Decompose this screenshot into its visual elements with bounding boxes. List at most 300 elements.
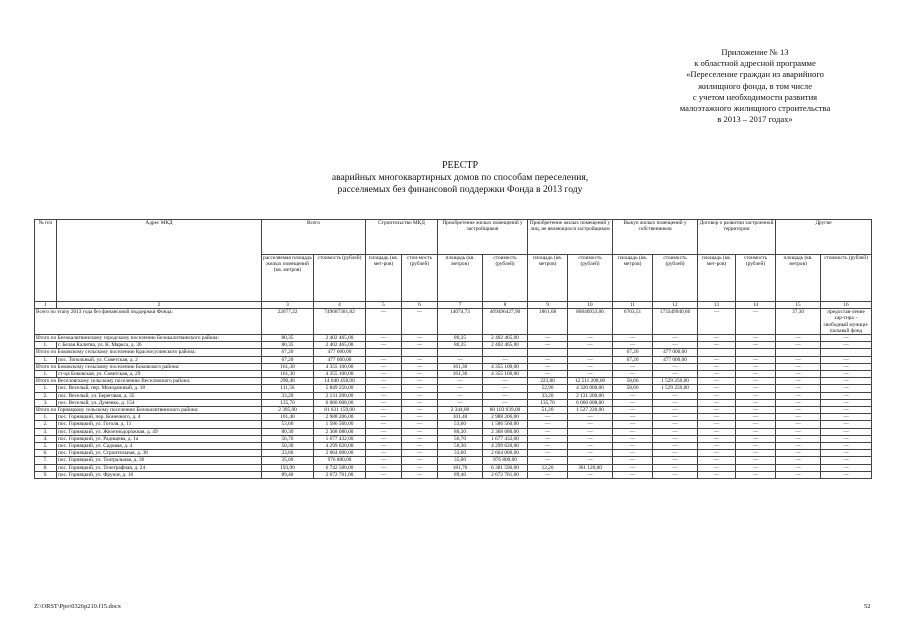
table-cell: — [776, 385, 821, 392]
sub-header: площадь (кв. мет-ров) [698, 255, 736, 302]
registry-table [34, 219, 872, 479]
table-cell: — [402, 457, 438, 464]
table-cell: 1 586 560,00 [314, 421, 366, 428]
table-cell: 361 120,00 [568, 464, 613, 471]
table-cell: 33,20 [262, 392, 314, 399]
table-cell: — [366, 428, 402, 435]
table-cell [438, 349, 483, 356]
table-body [35, 309, 872, 479]
table-cell: — [483, 399, 528, 406]
appendix-line: с учетом необходимости развития [692, 91, 818, 102]
table-cell: 2 664 000,00 [314, 450, 366, 457]
table-cell: 58,66 [613, 385, 653, 392]
table-cell: 161,30 [438, 363, 483, 370]
col-number: 7 [438, 302, 483, 309]
table-cell: — [698, 378, 736, 385]
table-cell: 2 672 761,00 [483, 471, 528, 478]
table-cell: — [402, 309, 438, 335]
table-cell: — [821, 378, 872, 385]
table-cell: 2 402 465,00 [483, 335, 528, 342]
table-cell: предостав-ление хар-тира – свободный муници-пальный фонд [821, 309, 872, 335]
table-cell: 53,60 [262, 421, 314, 428]
col-number: 1 [35, 302, 57, 309]
table-row [35, 399, 872, 406]
table-cell: — [653, 392, 698, 399]
row-label: Итого по Веселовскому сельскому поселению Веселовского района: [35, 378, 262, 385]
table-cell [402, 349, 438, 356]
appendix-block [640, 47, 870, 125]
table-cell: — [698, 309, 736, 335]
table-cell: — [366, 342, 402, 349]
row-number: 8. [35, 464, 57, 471]
table-cell: — [821, 414, 872, 421]
table-cell: — [736, 378, 776, 385]
table-cell: 6703,51 [613, 309, 653, 335]
table-cell: 56,70 [438, 435, 483, 442]
table-cell: 6 742 580,00 [314, 464, 366, 471]
appendix-line: жилищного фонда, в том числе [697, 80, 813, 91]
table-cell: — [698, 385, 736, 392]
table-cell: — [736, 356, 776, 363]
row-address: пос. Горняцкий, ул. Железнодорожная, д. 49 [57, 428, 262, 435]
table-cell: — [698, 428, 736, 435]
table-cell [776, 349, 821, 356]
table-cell: — [821, 450, 872, 457]
table-cell: — [653, 464, 698, 471]
row-address: пос. Горняцкий, ул. Фрунзе, д. 16 [57, 471, 262, 478]
table-cell: — [653, 399, 698, 406]
sub-header: площадь (кв. метров) [776, 255, 821, 302]
col-number: 5 [366, 302, 402, 309]
table-cell: — [402, 335, 438, 342]
table-cell: — [613, 392, 653, 399]
table-cell: — [366, 407, 402, 414]
row-number: 1. [35, 356, 57, 363]
table-cell: 80 103 939,00 [483, 407, 528, 414]
table-cell: — [698, 421, 736, 428]
table-cell: 14 040 458,00 [314, 378, 366, 385]
table-cell: 2 368 080,00 [314, 428, 366, 435]
table-cell: 12,20 [528, 464, 568, 471]
table-row [35, 428, 872, 435]
table-cell: — [402, 450, 438, 457]
table-cell: — [653, 421, 698, 428]
table-cell: — [366, 399, 402, 406]
table-cell: — [613, 342, 653, 349]
table-cell: — [736, 309, 776, 335]
table-cell: 477 000,00 [653, 349, 698, 356]
table-row [35, 371, 872, 378]
table-cell: 33,60 [438, 450, 483, 457]
table-cell: — [653, 335, 698, 342]
table-cell: 223,80 [528, 378, 568, 385]
table-cell: 51,20 [528, 407, 568, 414]
table-cell: — [653, 443, 698, 450]
table-cell: 80,35 [262, 342, 314, 349]
table-cell [736, 349, 776, 356]
table-cell: — [821, 464, 872, 471]
table-cell: 6 060 008,00 [568, 399, 613, 406]
table-cell: — [736, 421, 776, 428]
table-cell: 56,70 [262, 435, 314, 442]
row-number: 2. [35, 421, 57, 428]
table-cell: — [402, 363, 438, 370]
table-cell: — [613, 443, 653, 450]
table-cell: 1 529 250,00 [653, 378, 698, 385]
table-cell: 181,70 [438, 464, 483, 471]
table-cell: — [736, 450, 776, 457]
table-cell: — [776, 363, 821, 370]
table-cell: — [402, 407, 438, 414]
table-cell: 469496427,90 [483, 309, 528, 335]
table-cell: 80,30 [438, 428, 483, 435]
table-cell: — [776, 342, 821, 349]
row-address: пос. Горняцкий, ул. Садовая, д. 4 [57, 443, 262, 450]
table-cell: 5 849 250,00 [314, 385, 366, 392]
table-cell: 2 131 200,00 [314, 392, 366, 399]
table-cell: — [698, 363, 736, 370]
table-cell: — [653, 407, 698, 414]
table-cell: — [568, 414, 613, 421]
table-cell: — [366, 435, 402, 442]
table-cell: 89,40 [438, 471, 483, 478]
row-number: 6. [35, 450, 57, 457]
table-cell: — [568, 356, 613, 363]
table-cell: — [483, 378, 528, 385]
table-cell: 1 529 250,00 [653, 385, 698, 392]
row-label: Итого по Белокалитвинскому городскому поселению Белокалитвинского района: [35, 335, 262, 342]
table-cell: — [366, 356, 402, 363]
table-cell [366, 349, 402, 356]
table-cell: — [402, 435, 438, 442]
table-cell: — [528, 443, 568, 450]
table-cell: — [776, 443, 821, 450]
table-cell: 58,66 [613, 378, 653, 385]
table-cell: 2 368 080,00 [483, 428, 528, 435]
table-cell: — [613, 421, 653, 428]
table-cell: — [736, 443, 776, 450]
row-number: 9. [35, 471, 57, 478]
table-cell [698, 349, 736, 356]
table-cell: — [613, 450, 653, 457]
row-address: пос. Веселый, пер. Молодежный, д. 18 [57, 385, 262, 392]
row-label: Итого по Горняцкому сельскому поселению Белокалитвинского района: [35, 407, 262, 414]
table-cell: 33,20 [528, 392, 568, 399]
table-cell: — [776, 407, 821, 414]
table-cell: — [698, 457, 736, 464]
table-cell: 2 672 761,00 [314, 471, 366, 478]
table-cell: — [568, 421, 613, 428]
table-cell: — [653, 450, 698, 457]
table-cell: — [366, 443, 402, 450]
table-cell: 101,40 [438, 414, 483, 421]
table-cell: — [568, 428, 613, 435]
table-row [35, 385, 872, 392]
table-cell: — [776, 464, 821, 471]
table-cell: 35,00 [438, 457, 483, 464]
table-cell: — [821, 443, 872, 450]
table-cell: — [821, 435, 872, 442]
col-number: 6 [402, 302, 438, 309]
table-row [35, 443, 872, 450]
table-row [35, 356, 872, 363]
table-cell: — [776, 421, 821, 428]
table-cell: 6 060 008,00 [314, 399, 366, 406]
table-cell: — [821, 385, 872, 392]
table-cell: — [821, 421, 872, 428]
table-cell: — [821, 363, 872, 370]
table-cell: — [776, 414, 821, 421]
table-cell: — [821, 335, 872, 342]
sub-header: стоимость (рублей) [653, 255, 698, 302]
col-header-dev-contract: Договор о развитии застроенной территории [698, 220, 776, 255]
table-cell: 33,60 [262, 450, 314, 457]
table-cell: — [402, 421, 438, 428]
col-header-total: Всего [262, 220, 366, 255]
table-cell: — [366, 457, 402, 464]
table-cell: 101,40 [262, 414, 314, 421]
table-cell: 749687301,82 [314, 309, 366, 335]
table-cell: — [528, 363, 568, 370]
table-cell: — [613, 464, 653, 471]
table-cell: 14074,73 [438, 309, 483, 335]
table-cell: — [613, 399, 653, 406]
sub-header: расселяемая площадь жилых помещений (кв. метров) [262, 255, 314, 302]
table-cell: — [698, 335, 736, 342]
table-cell: 2 664 000,00 [483, 450, 528, 457]
row-label: Всего по этапу 2013 года без финансовой поддержки Фонда: [35, 309, 262, 335]
table-row-total [35, 349, 872, 356]
table-cell: 4 299 620,00 [483, 443, 528, 450]
row-number: 3. [35, 428, 57, 435]
table-cell: — [438, 399, 483, 406]
table-cell: 67,20 [613, 349, 653, 356]
table-cell: — [568, 335, 613, 342]
table-cell: 1 677 432,00 [483, 435, 528, 442]
table-cell: — [776, 450, 821, 457]
table-cell: — [568, 450, 613, 457]
row-address: пос. Веселый, ул. Думенко, д. 154 [57, 399, 262, 406]
table-cell: 67,20 [613, 356, 653, 363]
table-cell: 2 988 206,00 [314, 414, 366, 421]
table-cell: 4 355 100,00 [314, 363, 366, 370]
sub-header: стоимость (рублей) [568, 255, 613, 302]
table-cell: — [736, 335, 776, 342]
row-address: пос. Горняцкий, ул. Строительная, д. 38 [57, 450, 262, 457]
row-number: 1. [35, 414, 57, 421]
table-cell: — [366, 309, 402, 335]
table-cell: — [438, 392, 483, 399]
table-cell: — [528, 342, 568, 349]
table-cell: — [698, 414, 736, 421]
table-row [35, 435, 872, 442]
table-cell: — [653, 435, 698, 442]
table-cell: — [776, 378, 821, 385]
col-number: 15 [776, 302, 821, 309]
table-cell: — [736, 342, 776, 349]
sub-header: площадь (кв. метров) [613, 255, 653, 302]
table-cell: — [821, 407, 872, 414]
table-row-total [35, 309, 872, 335]
table-cell: — [402, 371, 438, 378]
col-number: 9 [528, 302, 568, 309]
table-cell: — [402, 399, 438, 406]
table-cell: 53,60 [438, 421, 483, 428]
row-address: пос. Горняцкий, ул. Радищева, д. 1а [57, 435, 262, 442]
table-cell: — [821, 356, 872, 363]
table-cell: — [366, 392, 402, 399]
col-number: 12 [653, 302, 698, 309]
table-cell: 67,20 [262, 349, 314, 356]
table-cell: — [698, 450, 736, 457]
table-cell: — [776, 371, 821, 378]
row-number: 5. [35, 443, 57, 450]
table-cell: — [528, 435, 568, 442]
table-cell: — [653, 363, 698, 370]
table-row-total [35, 378, 872, 385]
col-number: 2 [57, 302, 262, 309]
table-cell: 135,70 [262, 399, 314, 406]
header-row-top [35, 220, 872, 255]
table-cell: — [736, 414, 776, 421]
table-cell: — [568, 363, 613, 370]
table-cell: — [776, 356, 821, 363]
table-cell: — [613, 471, 653, 478]
table-cell: — [736, 464, 776, 471]
table-cell: — [736, 407, 776, 414]
table-row-total [35, 363, 872, 370]
table-cell: — [736, 385, 776, 392]
table-cell: 290,46 [262, 378, 314, 385]
table-cell: 81 631 159,00 [314, 407, 366, 414]
title-line: РЕЕСТР [441, 160, 479, 171]
row-label: Итого по Боковскому сельскому поселению Красносулинского района: [35, 349, 262, 356]
table-cell: — [653, 342, 698, 349]
table-cell: — [776, 399, 821, 406]
table-cell: 976 800,00 [483, 457, 528, 464]
table-cell: — [366, 371, 402, 378]
table-cell: — [821, 457, 872, 464]
table-cell: — [736, 363, 776, 370]
col-number: 8 [483, 302, 528, 309]
table-row [35, 471, 872, 478]
col-number: 11 [613, 302, 653, 309]
appendix-line: Приложение № 13 [721, 47, 789, 57]
table-cell: — [528, 356, 568, 363]
table-row [35, 457, 872, 464]
table-cell: 111,56 [262, 385, 314, 392]
table-cell: — [653, 414, 698, 421]
table-cell: 50,30 [262, 443, 314, 450]
table-cell: 2 395,90 [262, 407, 314, 414]
table-cell: — [736, 392, 776, 399]
table-cell: — [366, 450, 402, 457]
table-cell: — [528, 450, 568, 457]
appendix-line: малоэтажного жилищного строительства [679, 103, 831, 114]
table-cell: — [736, 371, 776, 378]
table-cell: — [438, 385, 483, 392]
col-number: 13 [698, 302, 736, 309]
table-cell: — [366, 471, 402, 478]
table-cell: 52,90 [528, 385, 568, 392]
table-cell: — [402, 414, 438, 421]
col-number: 4 [314, 302, 366, 309]
col-header-buy-other: Приобретение жилых помещений у лиц, не являющихся застройщиком [528, 220, 613, 255]
footer-path: Z:\ORST\Ppo\0326p210.f15.docx [34, 603, 121, 610]
table-cell: 35,00 [262, 457, 314, 464]
table-cell: — [613, 363, 653, 370]
table-cell: — [698, 471, 736, 478]
table-cell: 50,30 [438, 443, 483, 450]
table-cell: — [366, 464, 402, 471]
row-number: 7. [35, 457, 57, 464]
table-cell: — [528, 428, 568, 435]
table-cell: — [698, 399, 736, 406]
table-cell: — [653, 471, 698, 478]
col-number: 16 [821, 302, 872, 309]
table-cell: — [366, 385, 402, 392]
table-cell: — [366, 421, 402, 428]
table-cell: — [568, 443, 613, 450]
table-cell: 2 402 465,00 [314, 342, 366, 349]
table-cell: — [483, 385, 528, 392]
table-row [35, 450, 872, 457]
table-cell: — [366, 414, 402, 421]
table-cell: 4 355 100,00 [314, 371, 366, 378]
sub-header: площадь (кв. метров) [528, 255, 568, 302]
sub-header: площадь (кв. метров) [438, 255, 483, 302]
row-address: пос. Горняцкий, ул. Телеграфная, д. 24 [57, 464, 262, 471]
table-cell: 161,30 [438, 371, 483, 378]
col-header-address: Адрес МКД [57, 220, 262, 302]
table-cell: — [821, 399, 872, 406]
table-cell: — [776, 428, 821, 435]
table-cell: — [653, 428, 698, 435]
row-number: 2. [35, 392, 57, 399]
table-cell: — [366, 335, 402, 342]
table-cell: 89,40 [262, 471, 314, 478]
table-cell: 4 355 100,00 [483, 371, 528, 378]
col-header-other: Другие [776, 220, 872, 255]
table-cell: — [528, 421, 568, 428]
table-cell: — [821, 428, 872, 435]
table-cell: — [653, 457, 698, 464]
table-cell: — [736, 457, 776, 464]
table-cell: — [402, 443, 438, 450]
title-line: расселяемых без финансовой поддержки Фонда в 2013 году [337, 184, 583, 195]
table-cell: 37,30 [776, 309, 821, 335]
table-cell: — [402, 471, 438, 478]
table-cell: — [776, 435, 821, 442]
document-title [250, 160, 670, 196]
table-cell: — [613, 457, 653, 464]
table-cell: 6 381 590,00 [483, 464, 528, 471]
table-cell: — [528, 414, 568, 421]
table-cell: 193,90 [262, 464, 314, 471]
table-cell: 80,35 [262, 335, 314, 342]
appendix-line: в 2013 – 2017 годах» [717, 114, 793, 125]
sub-header: стои-мость (рублей) [402, 255, 438, 302]
table-cell: — [698, 342, 736, 349]
table-cell: — [528, 335, 568, 342]
table-cell: 4 299 620,00 [314, 443, 366, 450]
sub-header: стоимость (рублей) [314, 255, 366, 302]
table-cell: — [402, 464, 438, 471]
row-number: 1. [35, 371, 57, 378]
table-cell: — [402, 378, 438, 385]
row-number: 3. [35, 399, 57, 406]
table-cell: — [821, 471, 872, 478]
